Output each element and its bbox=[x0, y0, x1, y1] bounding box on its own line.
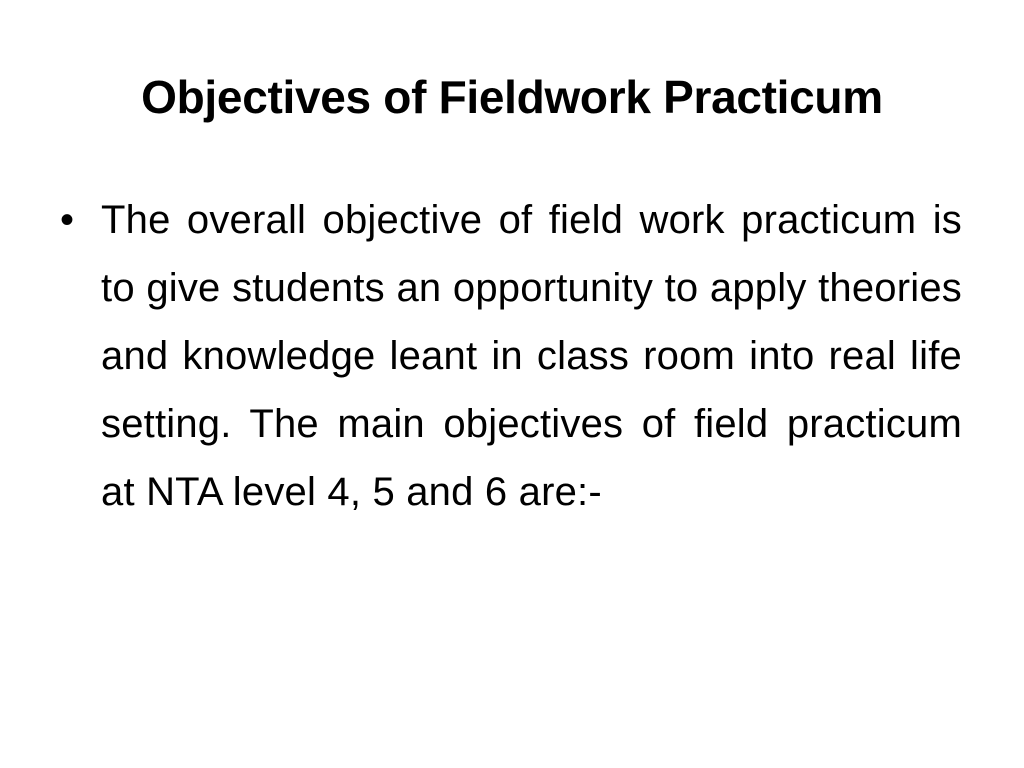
slide-title: Objectives of Fieldwork Practicum bbox=[141, 71, 883, 123]
bullet-list bbox=[60, 186, 962, 526]
bullet-marker: • bbox=[60, 198, 75, 242]
bullet-item bbox=[60, 186, 962, 526]
bullet-text: The overall objective of field work practicum is to give students an opportunity to apply theories and knowledge leant in class room into real life setting. The main objectives of field practicum at NTA level 4, 5 and 6 are:- bbox=[101, 198, 962, 514]
